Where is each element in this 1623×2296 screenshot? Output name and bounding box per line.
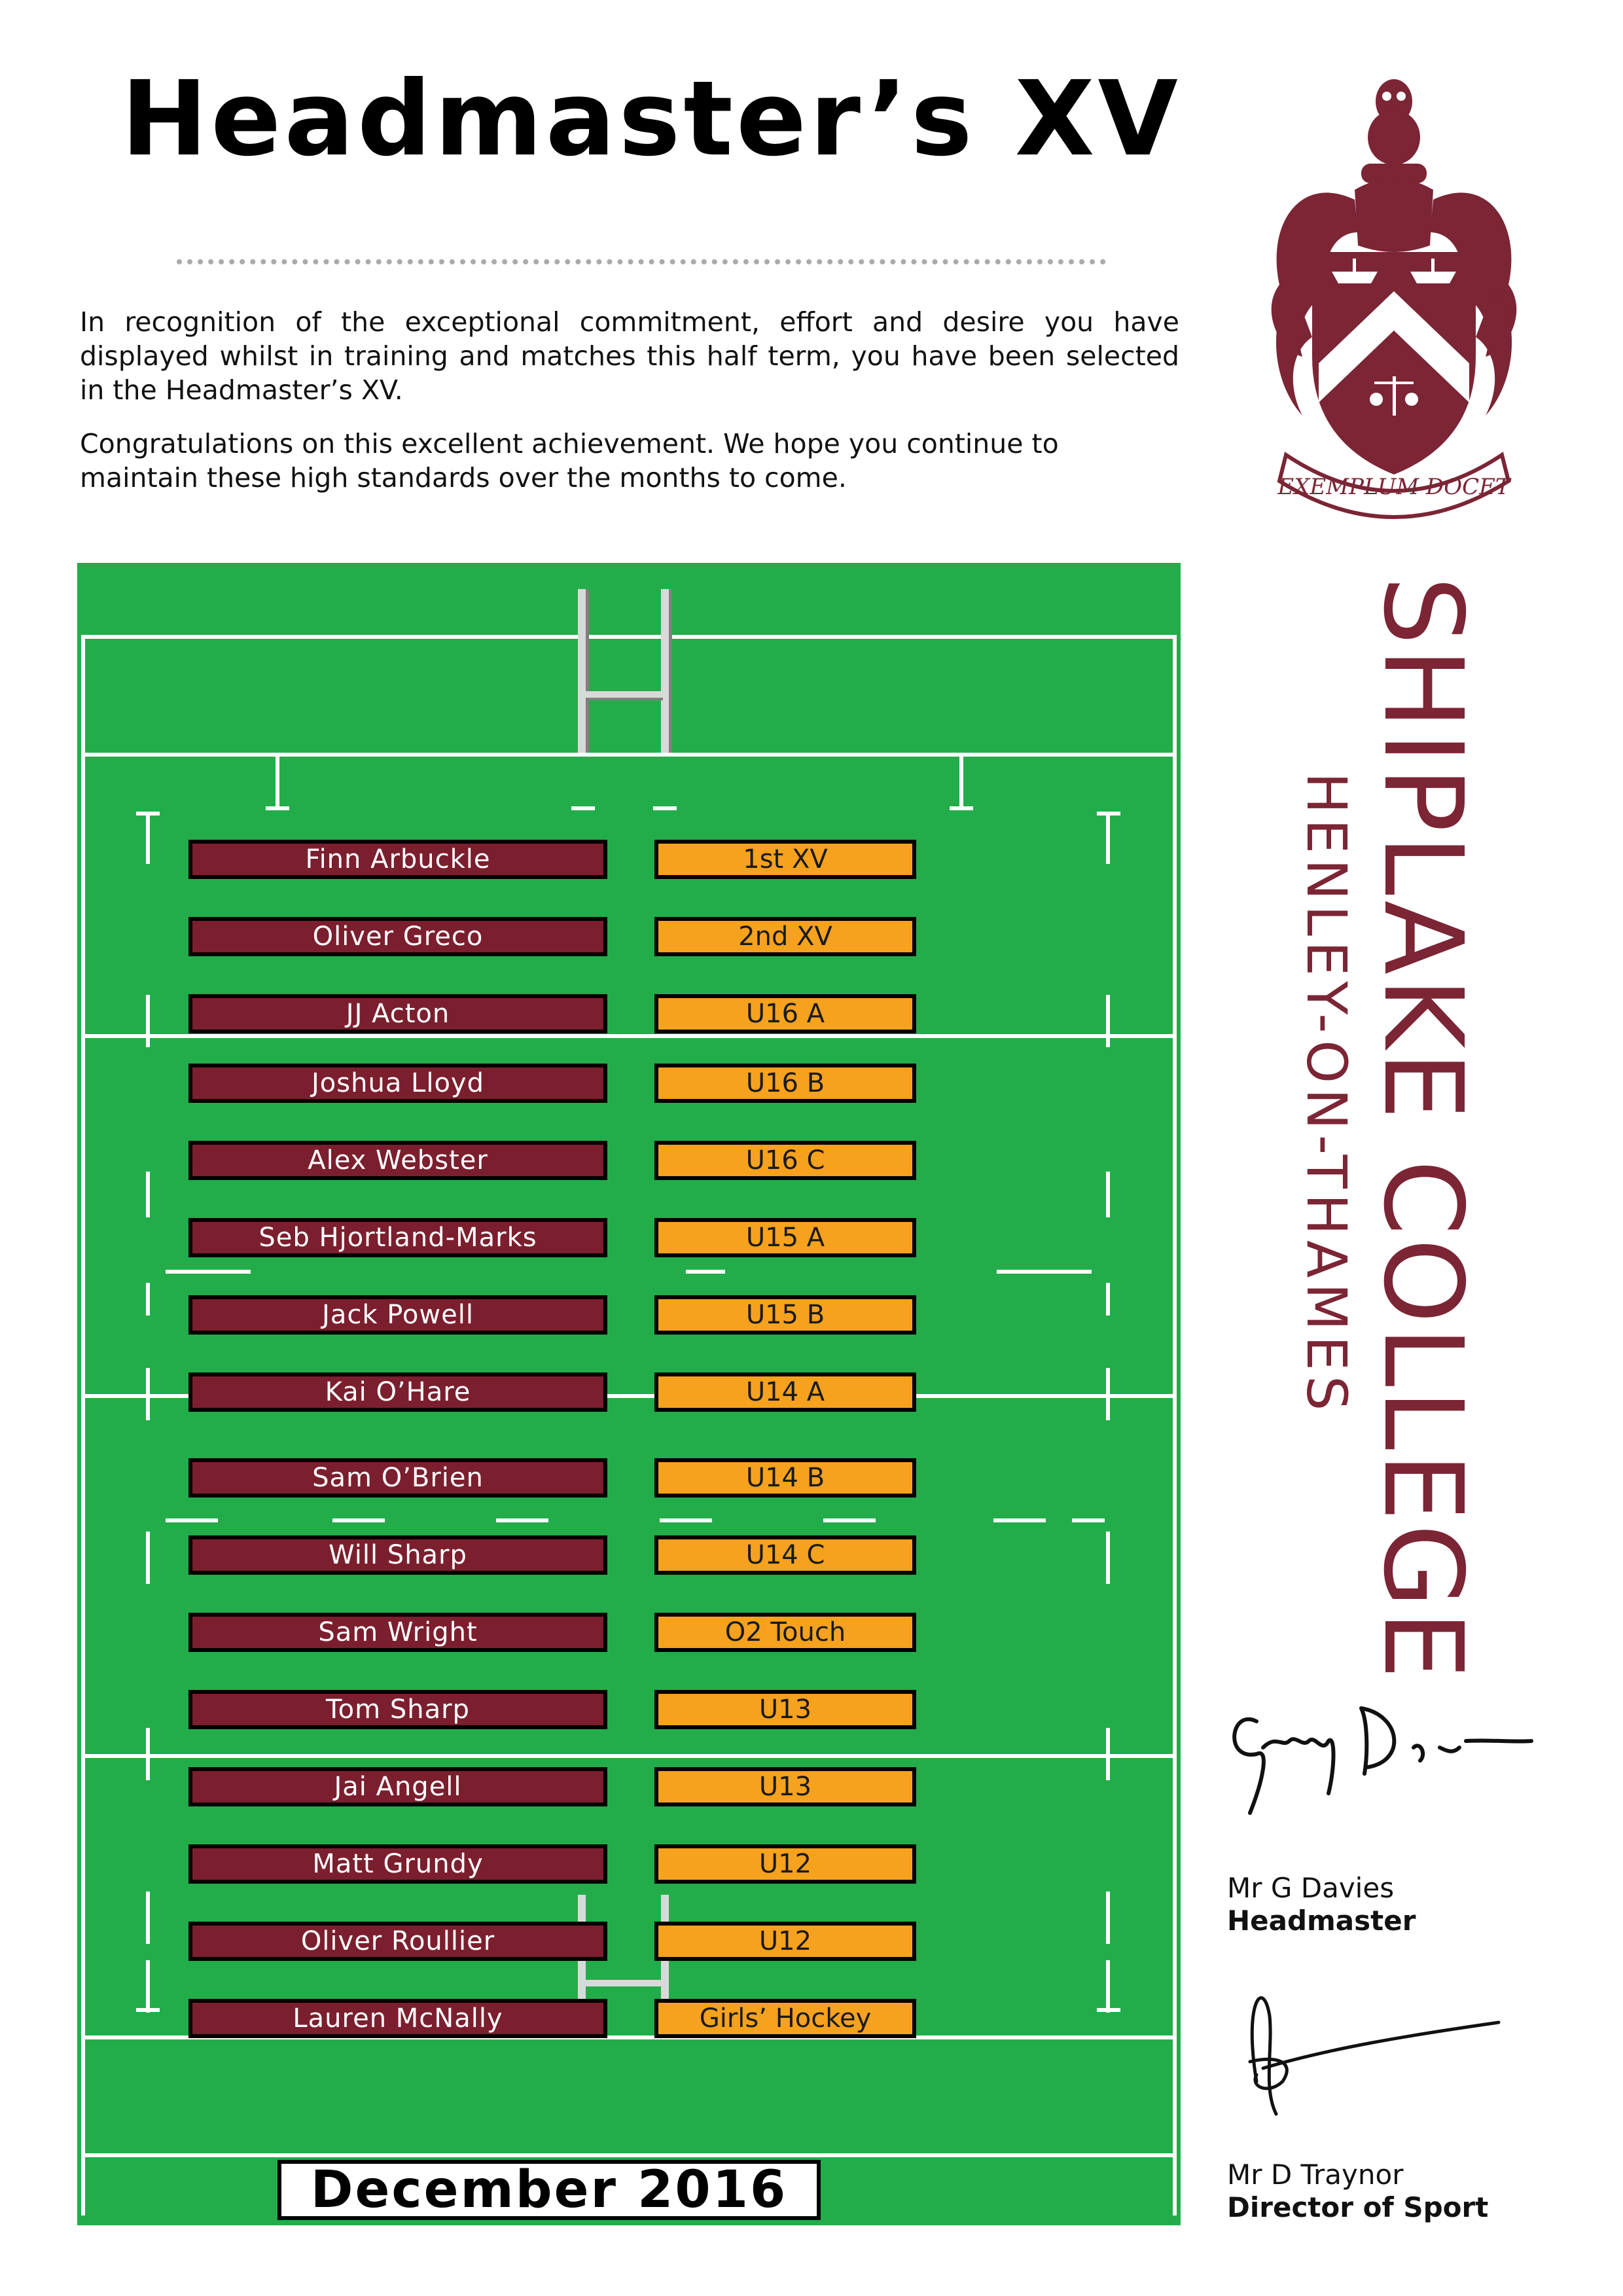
player-name-row: Seb Hjortland-Marks — [188, 1218, 607, 1257]
player-name-row: JJ Acton — [188, 994, 607, 1033]
pitch-line — [993, 1518, 1046, 1522]
team-label-row: U15 B — [654, 1295, 916, 1335]
goal-post-top — [669, 589, 672, 753]
pitch-line — [1106, 1728, 1110, 1780]
player-name-row: Sam O’Brien — [188, 1458, 607, 1498]
pitch-line — [81, 635, 85, 2215]
team-label-row: U16 B — [654, 1064, 916, 1103]
pitch-line — [146, 812, 150, 864]
pitch-line — [1097, 812, 1120, 816]
pitch-line — [1106, 1368, 1110, 1420]
pitch-line — [496, 1518, 548, 1522]
goal-crossbar-top — [586, 698, 663, 700]
pitch-line — [1173, 635, 1177, 2215]
director-signature-icon — [1224, 1964, 1518, 2134]
goal-crossbar-top — [586, 691, 663, 698]
pitch-line — [1106, 812, 1110, 864]
divider — [177, 259, 1106, 264]
pitch-line — [146, 1728, 150, 1780]
team-label-row: U13 — [654, 1690, 916, 1729]
team-label-row: 1st XV — [654, 840, 916, 879]
pitch-line — [1106, 995, 1110, 1047]
pitch-line — [166, 1270, 251, 1274]
pitch-line — [266, 806, 289, 810]
player-name-row: Jack Powell — [188, 1295, 607, 1335]
pitch-line — [276, 757, 279, 809]
headmaster-signature-icon — [1217, 1682, 1558, 1852]
player-name-row: Sam Wright — [188, 1613, 607, 1652]
team-label-row: U12 — [654, 1844, 916, 1884]
pitch-line — [959, 757, 963, 809]
goal-post-top — [578, 589, 586, 753]
pitch-line — [146, 1283, 150, 1316]
pitch-line — [81, 635, 1177, 639]
director-name: Mr D Traynor — [1227, 2159, 1404, 2191]
player-name-row: Tom Sharp — [188, 1690, 607, 1729]
pitch-line — [997, 1270, 1092, 1274]
director-role: Director of Sport — [1227, 2191, 1489, 2223]
pitch-line — [1106, 1960, 1110, 2013]
college-location — [1296, 772, 1374, 1427]
player-name-row: Kai O’Hare — [188, 1372, 607, 1412]
team-label-row: U16 A — [654, 994, 916, 1033]
goal-crossbar-bottom — [586, 1980, 663, 1986]
pitch-line — [146, 1960, 150, 2013]
player-name-row: Matt Grundy — [188, 1844, 607, 1884]
team-label-row: U13 — [654, 1767, 916, 1806]
pitch-line — [81, 2153, 1177, 2157]
pitch-line — [166, 1518, 218, 1522]
pitch-line — [146, 1172, 150, 1217]
pitch-line — [950, 806, 973, 810]
pitch-line — [823, 1518, 876, 1522]
pitch-line — [146, 1368, 150, 1420]
date-label: December 2016 — [277, 2160, 821, 2220]
school-crest-icon — [1240, 75, 1548, 527]
team-label-row: 2nd XV — [654, 917, 916, 956]
congratulations-paragraph: Congratulations on this excellent achievement. We hope you continue to maintain these high standards over the months to come. — [80, 428, 1059, 493]
pitch-line — [1106, 1172, 1110, 1217]
pitch-line — [1106, 1892, 1110, 1944]
team-label-row: U14 C — [654, 1535, 916, 1575]
headmaster-name: Mr G Davies — [1227, 1872, 1395, 1904]
pitch-line — [686, 1270, 725, 1274]
pitch-line — [146, 995, 150, 1047]
team-label-row: U14 A — [654, 1372, 916, 1412]
player-name-row: Lauren McNally — [188, 1999, 607, 2038]
pitch-line — [81, 1034, 1177, 1038]
page-title: Headmaster’s XV — [121, 59, 1181, 179]
pitch-line — [146, 1892, 150, 1944]
team-label-row: U16 C — [654, 1141, 916, 1180]
team-label-row: U12 — [654, 1922, 916, 1961]
pitch-line — [136, 812, 160, 816]
pitch-line — [1097, 2008, 1120, 2012]
goal-post-top — [586, 589, 589, 753]
pitch-line — [332, 1518, 385, 1522]
pitch-line — [146, 1532, 150, 1584]
team-label-row: O2 Touch — [654, 1613, 916, 1652]
pitch-line — [660, 1518, 712, 1522]
player-name-row: Alex Webster — [188, 1141, 607, 1180]
team-label-row: U14 B — [654, 1458, 916, 1498]
team-label-row: Girls’ Hockey — [654, 1999, 916, 2038]
player-name-row: Oliver Greco — [188, 917, 607, 956]
pitch-line — [1106, 1532, 1110, 1584]
college-name — [1359, 576, 1499, 1682]
player-name-row: Finn Arbuckle — [188, 840, 607, 879]
pitch-line — [1106, 1283, 1110, 1316]
player-name-row: Oliver Roullier — [188, 1922, 607, 1961]
player-name-row: Will Sharp — [188, 1535, 607, 1575]
player-name-row: Jai Angell — [188, 1767, 607, 1806]
intro-paragraph: In recognition of the exceptional commitment, effort and desire you have displayed whilst in training and matches this half term, you have been selected in the Headmaster’s XV. — [80, 306, 1179, 406]
motto-text: EXEMPLUM DOCET — [1277, 474, 1510, 500]
headmaster-role: Headmaster — [1227, 1905, 1416, 1937]
pitch-line — [653, 806, 677, 810]
college-name-text: SHIPLAKE COLLEGE — [1359, 576, 1486, 1682]
team-label-row: U15 A — [654, 1218, 916, 1257]
pitch-line — [1072, 1518, 1105, 1522]
player-name-row: Joshua Lloyd — [188, 1064, 607, 1103]
pitch-line — [571, 806, 595, 810]
pitch-line — [136, 2008, 160, 2012]
college-location-text: HENLEY-ON-THAMES — [1294, 772, 1359, 1416]
pitch-line — [81, 1754, 1177, 1758]
goal-post-top — [661, 589, 669, 753]
pitch-line — [81, 753, 1177, 757]
